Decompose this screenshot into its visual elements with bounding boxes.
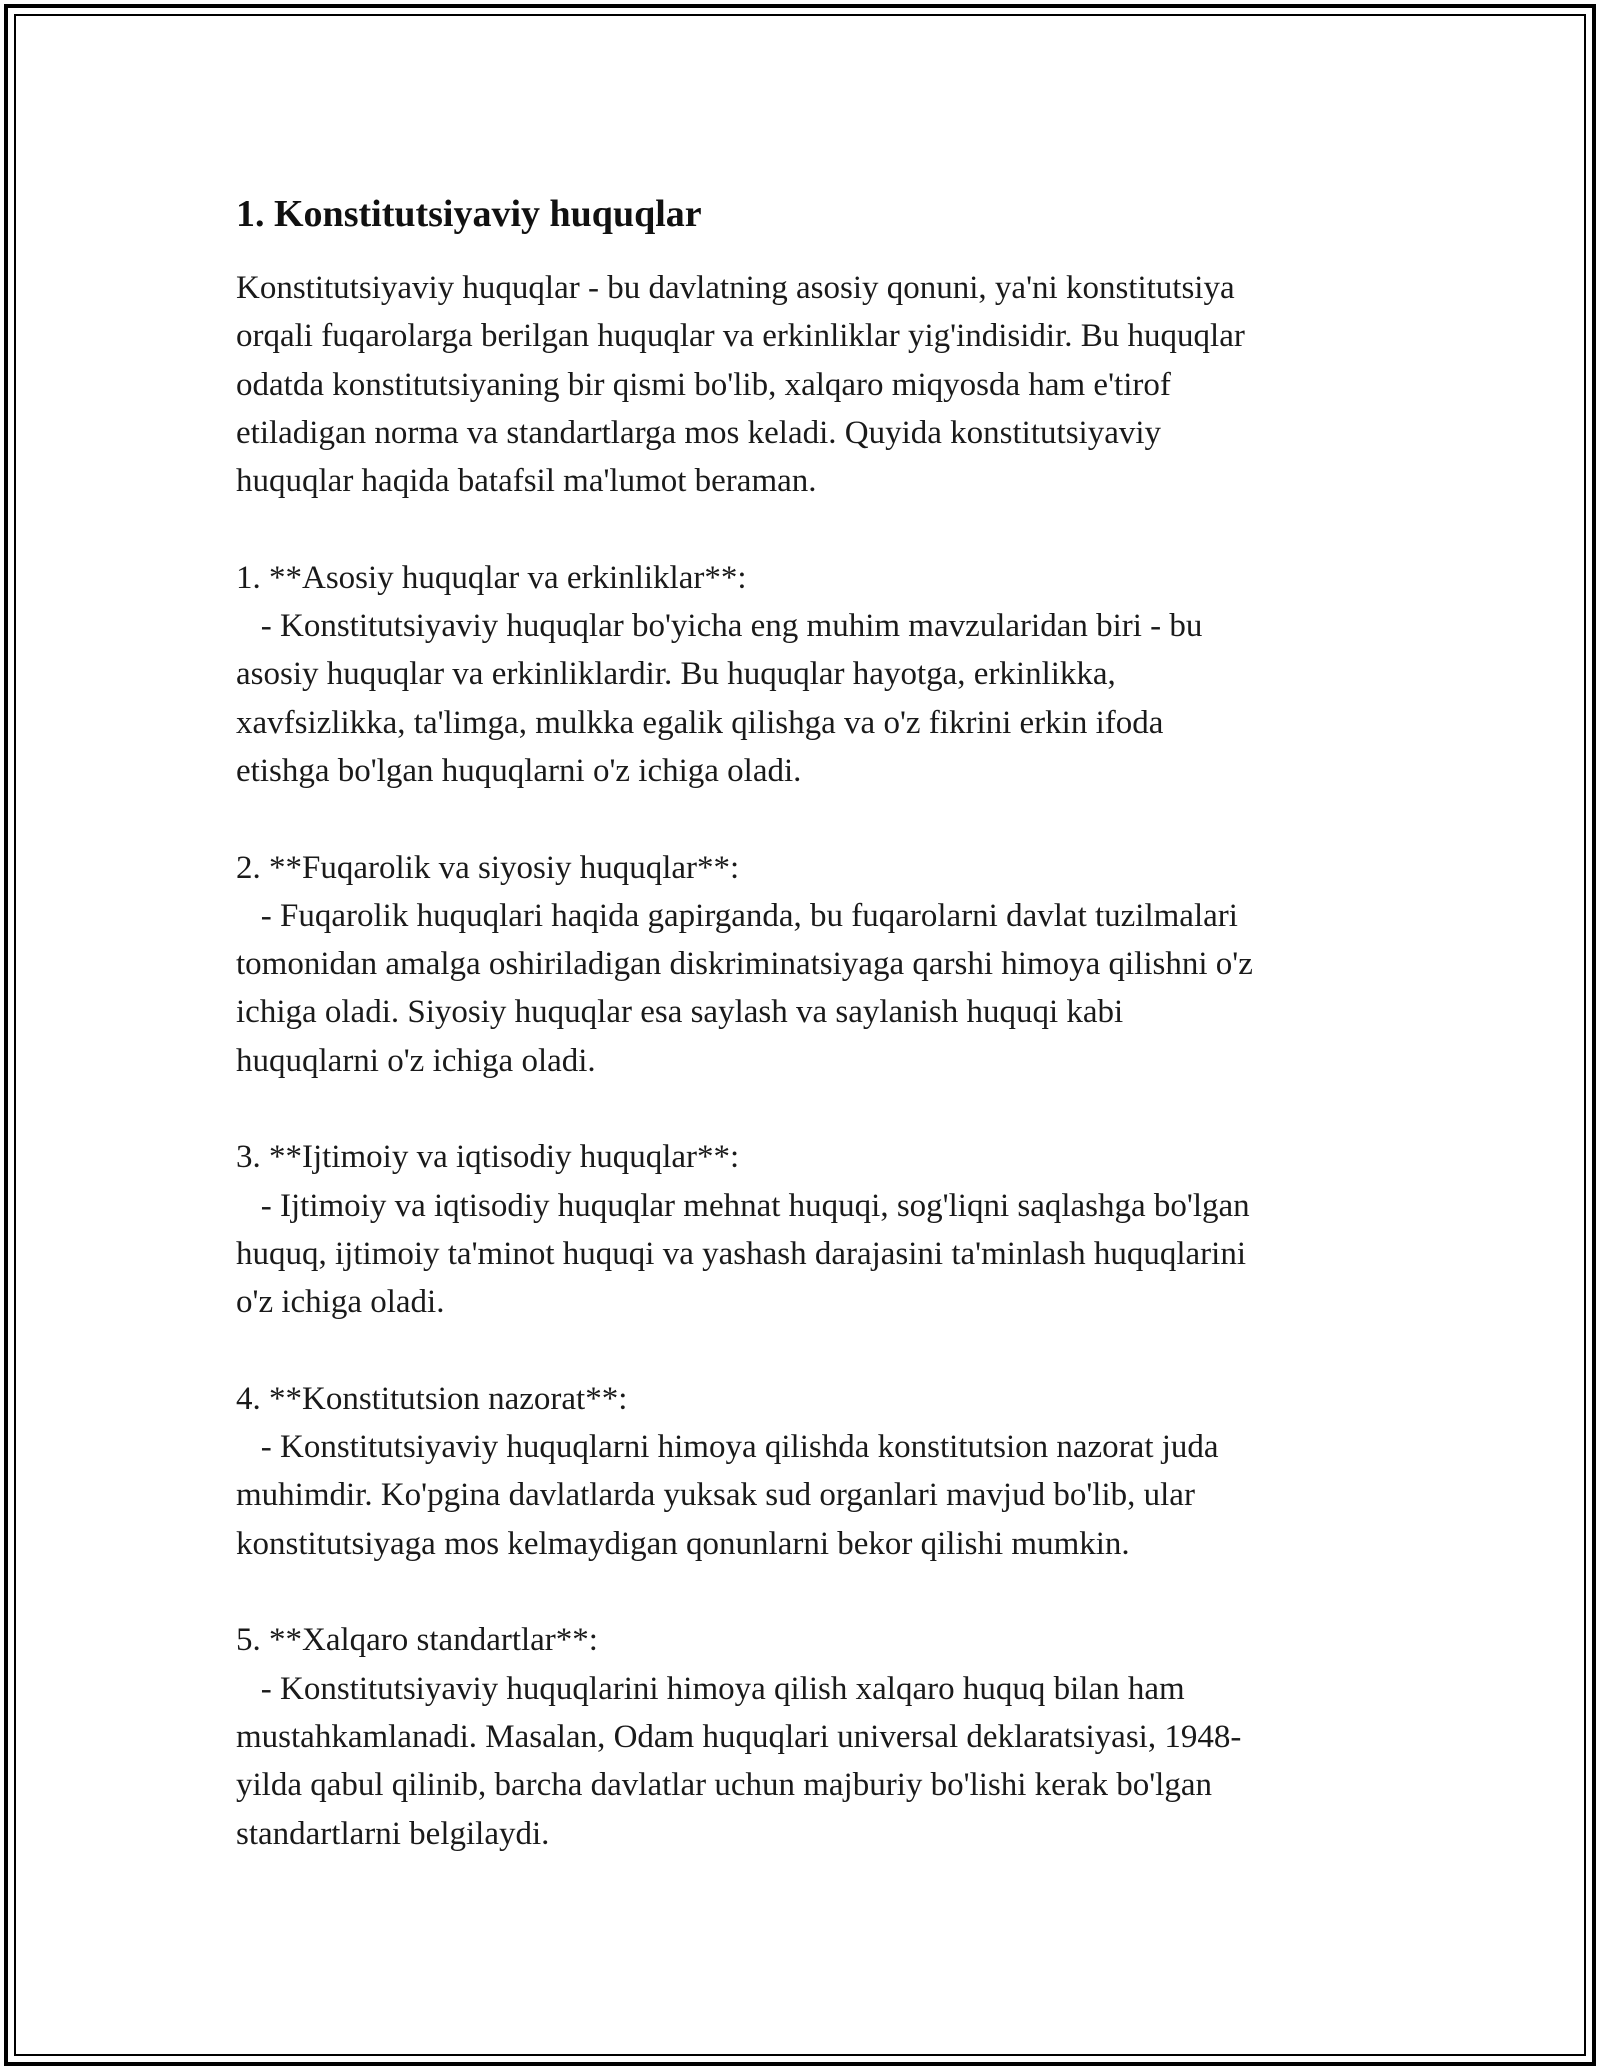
section-heading: 5. **Xalqaro standartlar**: [236,1622,598,1659]
document-title: 1. Konstitutsiyaviy huquqlar [236,193,702,235]
paragraph-gap [236,1327,1386,1375]
section-line: - Fuqarolik huquqlari haqida gapirganda, bu fuqarolarni davlat tuzilmalari [236,897,1238,934]
section-line: standartlarni belgilaydi. [236,1815,550,1852]
intro-line: odatda konstitutsiyaning bir qismi bo'lib, xalqaro miqyosda ham e'tirof [236,366,1171,403]
paragraph-gap [236,1568,1386,1616]
section-heading: 3. **Ijtimoiy va iqtisodiy huquqlar**: [236,1139,740,1176]
section-line: - Konstitutsiyaviy huquqlarini himoya qilish xalqaro huquq bilan ham [236,1670,1185,1707]
document-content [236,186,1386,1858]
section-line: ichiga oladi. Siyosiy huquqlar esa saylash va saylanish huquqi kabi [236,994,1124,1031]
intro-line: huquqlar haqida batafsil ma'lumot beraman. [236,463,817,500]
intro-line: orqali fuqarolarga berilgan huquqlar va erkinliklar yig'indisidir. Bu huquqlar [236,318,1245,355]
section-2 [236,844,1386,1085]
section-line: o'z ichiga oladi. [236,1284,445,1321]
section-line: huquq, ijtimoiy ta'minot huquqi va yashash darajasini ta'minlash huquqlarini [236,1235,1246,1272]
section-line: etishga bo'lgan huquqlarni o'z ichiga oladi. [236,752,802,789]
section-line: yilda qabul qilinib, barcha davlatlar uchun majburiy bo'lishi kerak bo'lgan [236,1767,1212,1804]
intro-line: Konstitutsiyaviy huquqlar - bu davlatning asosiy qonuni, ya'ni konstitutsiya [236,270,1235,306]
section-4 [236,1375,1386,1568]
section-line: - Ijtimoiy va iqtisodiy huquqlar mehnat huquqi, sog'liqni saqlashga bo'lgan [236,1187,1250,1224]
section-line: xavfsizlikka, ta'limga, mulkka egalik qilishga va o'z fikrini erkin ifoda [236,704,1164,741]
section-3 [236,1133,1386,1326]
section-heading: 1. **Asosiy huquqlar va erkinliklar**: [236,559,747,596]
section-5 [236,1616,1386,1857]
paragraph-gap [236,505,1386,553]
section-line: muhimdir. Ko'pgina davlatlarda yuksak sud organlari mavjud bo'lib, ular [236,1477,1195,1514]
section-heading: 4. **Konstitutsion nazorat**: [236,1380,628,1417]
intro-paragraph [236,264,1386,505]
section-heading: 2. **Fuqarolik va siyosiy huquqlar**: [236,849,740,886]
section-line: mustahkamlanadi. Masalan, Odam huquqlari universal deklaratsiyasi, 1948- [236,1718,1242,1755]
section-line: huquqlarni o'z ichiga oladi. [236,1042,596,1079]
section-line: - Konstitutsiyaviy huquqlar bo'yicha eng muhim mavzularidan biri - bu [236,608,1203,645]
paragraph-gap [236,1085,1386,1133]
section-line: tomonidan amalga oshiriladigan diskriminatsiyaga qarshi himoya qilishni o'z [236,946,1253,983]
section-line: - Konstitutsiyaviy huquqlarni himoya qilishda konstitutsion nazorat juda [236,1429,1219,1466]
section-1 [236,554,1386,795]
paragraph-gap [236,795,1386,843]
section-line: konstitutsiyaga mos kelmaydigan qonunlarni bekor qilishi mumkin. [236,1525,1130,1562]
section-line: asosiy huquqlar va erkinliklardir. Bu huquqlar hayotga, erkinlikka, [236,656,1116,693]
intro-line: etiladigan norma va standartlarga mos keladi. Quyida konstitutsiyaviy [236,414,1162,451]
